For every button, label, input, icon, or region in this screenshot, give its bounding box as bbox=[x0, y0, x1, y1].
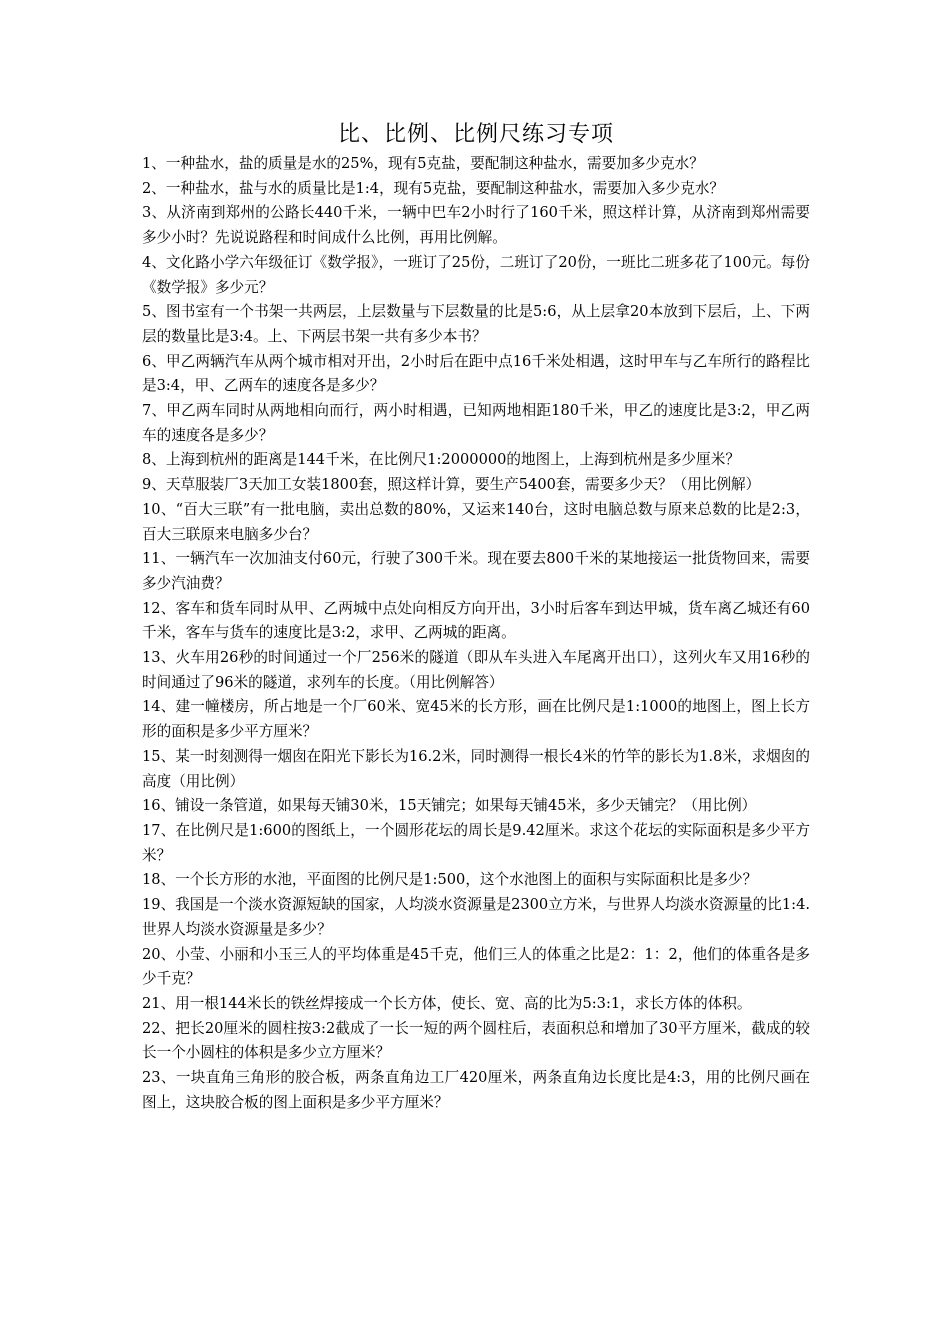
question-item: 12、客车和货车同时从甲、乙两城中点处向相反方向开出，3小时后客车到达甲城，货车离乙城还有60千米，客车与货车的速度比是3:2，求甲、乙两城的距离。 bbox=[142, 599, 810, 642]
question-item: 21、用一根144米长的铁丝焊接成一个长方体，使长、宽、高的比为5:3:1，求长方体的体积。 bbox=[142, 994, 752, 1012]
question-item: 3、从济南到郑州的公路长440千米，一辆中巴车2小时行了160千米，照这样计算，从济南到郑州需要多少小时？先说说路程和时间成什么比例，再用比例解。 bbox=[142, 204, 810, 247]
question-item: 17、在比例尺是1:600的图纸上，一个圆形花坛的周长是9.42厘米。求这个花坛的实际面积是多少平方米？ bbox=[142, 821, 810, 864]
question-item: 23、一块直角三角形的胶合板，两条直角边工厂420厘米，两条直角边长度比是4:3，用的比例尺画在图上，这块胶合板的图上面积是多少平方厘米？ bbox=[142, 1069, 810, 1111]
question-item: 14、建一幢楼房，所占地是一个厂60米、宽45米的长方形，画在比例尺是1:1000的地图上，图上长方形的面积是多少平方厘米？ bbox=[142, 698, 810, 741]
question-item: 10、“百大三联”有一批电脑，卖出总数的80%，又运来140台，这时电脑总数与原来总数的比是2:3，百大三联原来电脑多少台？ bbox=[142, 500, 810, 543]
question-item: 7、甲乙两车同时从两地相向而行，两小时相遇，已知两地相距180千米，甲乙的速度比是3:2，甲乙两车的速度各是多少？ bbox=[142, 402, 810, 444]
document-title: 比、比例、比例尺练习专项 bbox=[337, 122, 614, 147]
question-item: 8、上海到杭州的距离是144千米，在比例尺1:2000000的地图上，上海到杭州是多少厘米？ bbox=[142, 451, 740, 469]
question-item: 22、把长20厘米的圆柱按3:2截成了一长一短的两个圆柱后，表面积总和增加了30平方厘米，截成的较长一个小圆柱的体积是多少立方厘米？ bbox=[142, 1019, 810, 1062]
question-item: 11、一辆汽车一次加油支付60元，行驶了300千米。现在要去800千米的某地接运一批货物回来，需要多少汽油费？ bbox=[142, 550, 810, 592]
question-item: 19、我国是一个淡水资源短缺的国家，人均淡水资源量是2300立方米，与世界人均淡水资源量的比1:4.世界人均淡水资源量是多少？ bbox=[142, 896, 810, 938]
question-item: 6、甲乙两辆汽车从两个城市相对开出，2小时后在距中点16千米处相遇，这时甲车与乙车所行的路程比是3:4，甲、乙两车的速度各是多少？ bbox=[142, 352, 810, 395]
question-item: 18、一个长方形的水池，平面图的比例尺是1:500，这个水池图上的面积与实际面积比是多少？ bbox=[142, 871, 758, 889]
question-item: 4、文化路小学六年级征订《数学报》，一班订了25份，二班订了20份，一班比二班多花了100元。每份《数学报》多少元？ bbox=[142, 253, 810, 296]
question-list bbox=[142, 152, 810, 1115]
question-item: 15、某一时刻测得一烟囱在阳光下影长为16.2米，同时测得一根长4米的竹竿的影长为1.8米，求烟囱的高度（用比例） bbox=[142, 747, 810, 790]
question-item: 1、一种盐水，盐的质量是水的25%，现有5克盐，要配制这种盐水，需要加多少克水？ bbox=[142, 155, 704, 172]
question-item: 16、铺设一条管道，如果每天铺30米，15天铺完；如果每天铺45米，多少天铺完？（用比例） bbox=[142, 797, 757, 815]
question-item: 20、小莹、小丽和小玉三人的平均体重是45千克，他们三人的体重之比是2：1：2，他们的体重各是多少千克？ bbox=[142, 945, 810, 988]
question-item: 9、天草服装厂3天加工女装1800套，照这样计算，要生产5400套，需要多少天？（用比例解） bbox=[142, 476, 761, 494]
question-item: 5、图书室有一个书架一共两层，上层数量与下层数量的比是5:6，从上层拿20本放到下层后，上、下两层的数量比是3:4。上、下两层书架一共有多少本书？ bbox=[142, 303, 810, 345]
question-item: 2、一种盐水，盐与水的质量比是1:4，现有5克盐，要配制这种盐水，需要加入多少克水？ bbox=[142, 179, 725, 197]
question-item: 13、火车用26秒的时间通过一个厂256米的隧道（即从车头进入车尾离开出口），这列火车又用16秒的时间通过了96米的隧道，求列车的长度。（用比例解答） bbox=[142, 649, 810, 691]
